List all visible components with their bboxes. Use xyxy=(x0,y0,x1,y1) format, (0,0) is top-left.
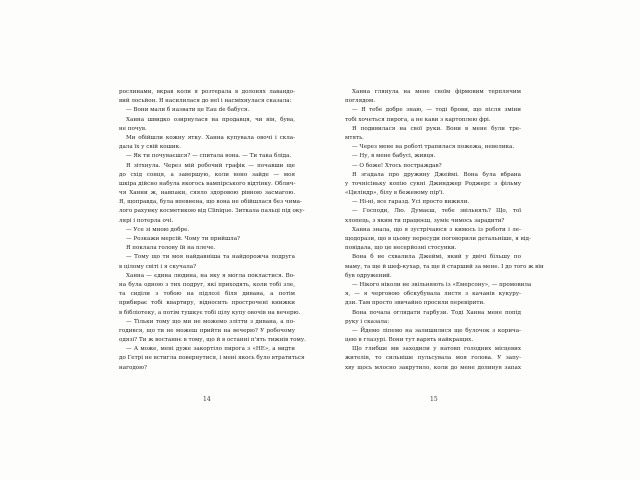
text-line: не почув. xyxy=(119,125,147,132)
right-page-number: 15 xyxy=(430,396,438,403)
text-line: руку і сказала: xyxy=(345,318,390,325)
text-line: нагодою? xyxy=(119,364,148,371)
text-line: Я подивилася на свої руки. Вони в мене були тре- xyxy=(352,125,521,132)
text-line: Вона почала оглядати гарбузи. Тоді Ханна мене попід xyxy=(352,309,521,316)
text-line: — Господи, Лю. Думаєш, тебе звільнять? Що, тої xyxy=(352,208,521,215)
text-line: — Усе зі мною добре. xyxy=(126,226,190,233)
text-line: — Ну, в мене бабусі, живця. xyxy=(352,153,436,160)
text-line: мтять. xyxy=(345,134,364,141)
left-page xyxy=(119,88,306,373)
text-line: — Я тебе добре знаю, — тоді брови, що після зміни xyxy=(352,107,521,114)
text-line: хлопець, з яким ти працюєш, зуміє чимось зарадити? xyxy=(345,217,505,224)
text-line: у точнісіньку копію сукні Джинджер Роджерс з фільму xyxy=(345,180,521,187)
text-line: прибирає тобі квартиру, відносить прострочені книжки xyxy=(119,300,295,307)
text-line: Що глибше ми заходили у натовп голодних місцевих xyxy=(352,346,521,353)
text-line: повідала, що це несерйозні стосунки. xyxy=(345,245,457,252)
text-line: Ханна — єдина людина, на яку я могла покластися. Во- xyxy=(126,272,295,279)
text-line: Ми обійшли кожну ятку. Ханна купувала овочі і скла- xyxy=(126,134,295,141)
text-line: дала їх у свій кошик. xyxy=(119,144,181,151)
text-line: Ханна глянула на мене своїм фірмовим терплячим xyxy=(352,89,521,95)
text-line: цею в глазурі. Вони тут варять найкращих. xyxy=(345,337,474,344)
text-line: — О боже! Хтось постраждав? xyxy=(352,162,442,169)
text-line: Я згадала про дружину Джеймі. Вона була вбрана xyxy=(352,171,521,178)
text-line: — Тільки тому що ми не можемо злітти з дивана, а по- xyxy=(126,318,295,325)
text-line: Я, щоправда, була впевнена, що вона не обійшлася без чима- xyxy=(119,199,302,206)
text-line: Вона б не схвалила Джеймі, який у двічі більшу по xyxy=(352,254,521,261)
text-line: Ханна знала, що я зустрічаюся з кимось із роботи і ле- xyxy=(352,226,521,233)
text-line: я, — я черговою обскубувала листя з качанів кукуру- xyxy=(345,291,521,298)
text-line: Я поклала голову їй на плече. xyxy=(126,245,216,252)
text-line: в бібліотеку, а потім тушкує тобі цілу купу овочів на вечерю. xyxy=(119,309,301,316)
text-line: — А може, мені дуже закортіло пирога з «НЕ», а видти xyxy=(126,346,295,353)
text-line: — Нікого ніколи не звільняють із «Емерсону», — промовила xyxy=(352,281,532,288)
text-line: шкіра дійсно набула якогось вампірського відтінку. Облич- xyxy=(119,180,296,187)
text-line: тобі хочеться пирога, а не кави з картоплею фрі. xyxy=(345,116,491,123)
text-line: лярі і потерла очі. xyxy=(119,217,174,224)
text-line: — Тому що ти моя найдавніша та найдорожча подруга xyxy=(126,254,295,261)
text-line: маму, та ще й шеф-кухар, та ще й старший за мене. І до того ж він xyxy=(345,263,544,270)
text-line: — Йдемо ліпемо на залишилися ще булочок з корича- xyxy=(352,327,521,334)
text-line: дзи. Там просто звичайно просили перевірити. xyxy=(345,300,485,307)
text-line: — Як ти почуваєшся? — спитала вона. — Ти така бліда. xyxy=(126,153,292,160)
text-line: чя Ханни ж, навпаки, сяяло здоровою рівною засмагою. xyxy=(119,190,295,197)
text-line: хву щось млосно закрутило, коли до мене долинув запах xyxy=(345,364,521,371)
text-line: та сиділи з тобою на підлозі біля дивана, а потім xyxy=(119,291,295,298)
text-line: поглядом. xyxy=(345,98,376,105)
text-line: в цілому світі і я скучала? xyxy=(119,263,197,270)
text-line: — Розкажи мерсій. Чому ти прийшла? xyxy=(126,236,241,242)
text-line: вий лосьйон. Я насилилася до неї і насміхнулася сказала: xyxy=(119,98,292,105)
text-line: «Циліндр», білу в бежевому пір'ї. xyxy=(345,190,445,197)
text-line: одязі? Ти ж востаннє в тому, що й в останні п'ять тижнів тому. xyxy=(119,337,306,344)
text-line: жителів, то сильніше пульсувала моя голова. У запу- xyxy=(345,355,521,362)
text-line: до Гетрі не встигла повернутися, і мені якось було втратиться xyxy=(119,355,305,362)
text-line: на була одною з тих подруг, які приходять, коли тобі зле, xyxy=(119,281,295,288)
text-line: Ханна швидко озирнулася на продавця, чи він, бува, xyxy=(126,116,295,123)
text-line: лого рахунку косметикою від Clinique. Зиткала пальці під оку- xyxy=(119,208,305,215)
text-line: — Ні-ні, все гаразд. Усі просто вижили. xyxy=(352,199,470,206)
text-line: — Вони мали б назвати це Еаu de бабуся. xyxy=(126,107,250,114)
text-line: годився, що ти не можеш прийти на вечерю? У робочому xyxy=(119,327,295,334)
text-line: рослинами, вкрав коли я розтерала в долонях лавандо- xyxy=(119,89,295,95)
text-line: до схід сонця, а завершую, коли воно зайде — моя xyxy=(119,171,295,178)
right-page xyxy=(345,88,544,373)
text-line: щодорази, що в цьому пересуди поговорили детальніше, я від- xyxy=(345,236,531,242)
text-line: був одружений. xyxy=(345,272,392,279)
text-line: — Через мене на роботі трапилася пожежа, невелика. xyxy=(352,144,515,151)
left-page-number: 14 xyxy=(203,396,211,403)
text-line: Я зітхнула. Через мій робочий графік — почавши ще xyxy=(126,162,295,169)
